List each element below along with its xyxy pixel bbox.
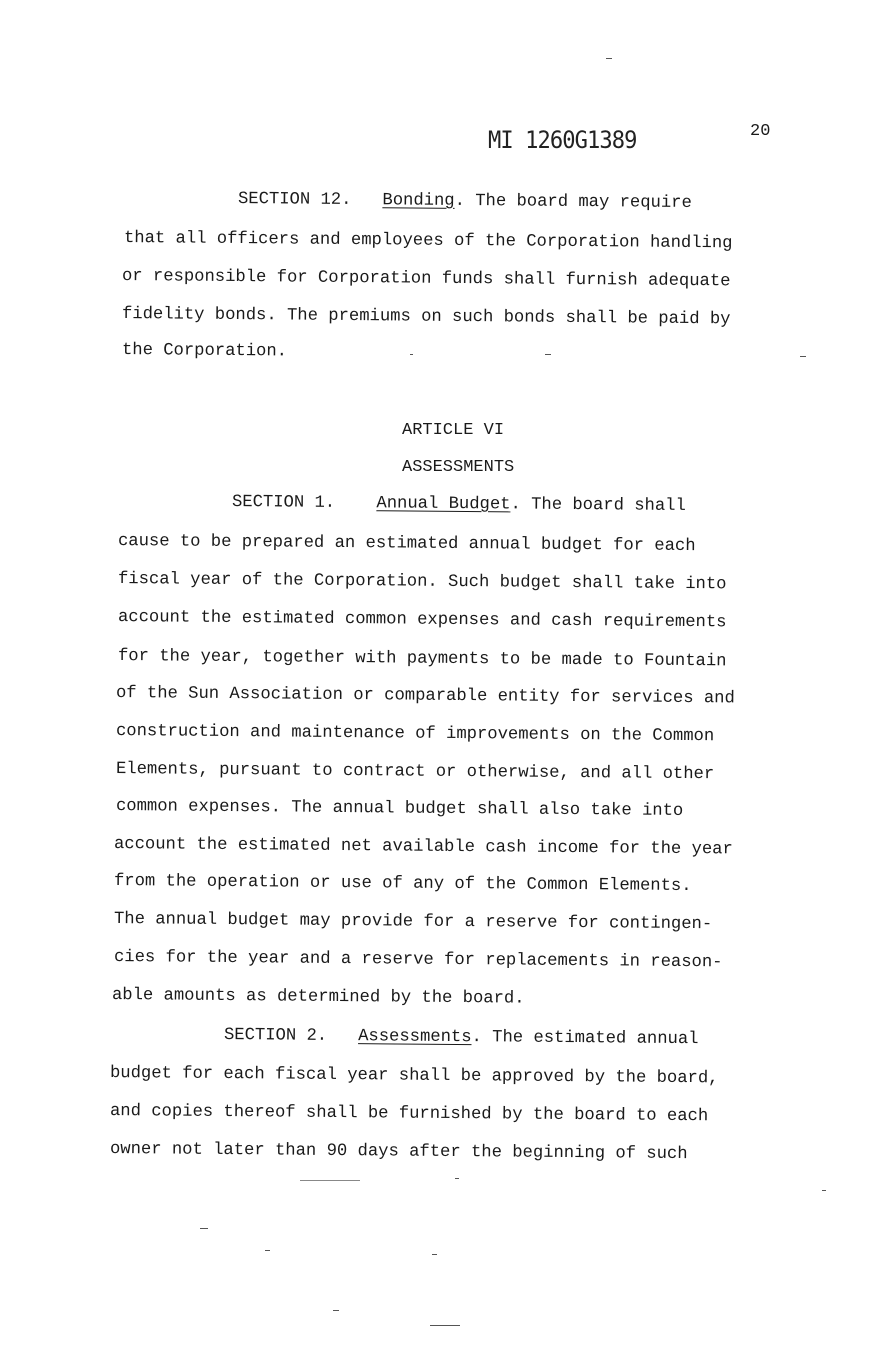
scan-speck (432, 1254, 437, 1255)
paragraph-line: owner not later than 90 days after the beginning of such (109, 1140, 688, 1165)
scan-speck (265, 1250, 270, 1251)
paragraph-line: The annual budget may provide for a reserve for contingen- (113, 910, 713, 935)
section-1-title: Annual Budget (376, 494, 511, 515)
paragraph-line: budget for each fiscal year shall be approved by the board, (109, 1064, 719, 1089)
page-number: 20 (750, 122, 771, 141)
scan-speck (300, 1180, 360, 1181)
paragraph-line: from the operation or use of any of the Common Elements. (113, 872, 692, 897)
section-12-heading-line (238, 190, 692, 214)
scan-speck (410, 354, 413, 355)
section-1-heading-line (232, 493, 686, 517)
scan-speck (200, 1228, 208, 1229)
paragraph-line: account the estimated common expenses and cash requirements (117, 608, 727, 633)
scan-speck (455, 1178, 459, 1179)
paragraph-line: Elements, pursuant to contract or otherwise, and all other (115, 760, 715, 785)
paragraph-line: cies for the year and a reserve for replacements in reason- (113, 948, 723, 973)
scan-speck (800, 356, 806, 357)
paragraph-line: cause to be prepared an estimated annual budget for each (117, 532, 696, 557)
section-2-title: Assessments (358, 1027, 472, 1048)
paragraph-line: that all officers and employees of the Corporation handling (123, 229, 733, 254)
paragraph-line: of the Sun Association or comparable entity for services and (115, 684, 735, 709)
article-title: ASSESSMENTS (402, 458, 515, 477)
section-2-heading-line (224, 1026, 699, 1050)
paragraph-line: able amounts as determined by the board. (111, 986, 525, 1009)
section-1-label: SECTION 1. (231, 493, 336, 513)
paragraph-line: construction and maintenance of improvements on the Common (115, 722, 715, 747)
paragraph-line: and copies thereof shall be furnished by the board to each (109, 1102, 709, 1127)
scan-speck (606, 58, 612, 59)
section-2-line1-rest: . The estimated annual (471, 1028, 699, 1050)
scan-speck (545, 354, 551, 355)
scan-speck (430, 1325, 460, 1326)
paragraph-line: common expenses. The annual budget shall also take into (115, 797, 684, 821)
section-1-line1-rest: . The board shall (510, 495, 686, 516)
paragraph-line: account the estimated net available cash income for the year (113, 835, 733, 860)
document-stamp: MI 1260G1389 (488, 126, 637, 154)
paragraph-line: fidelity bonds. The premiums on such bonds shall be paid by (121, 305, 731, 330)
scan-speck (333, 1310, 339, 1311)
article-number: ARTICLE VI (402, 421, 505, 440)
section-2-label: SECTION 2. (223, 1026, 328, 1046)
paragraph-line: fiscal year of the Corporation. Such budget shall take into (117, 570, 727, 595)
scan-speck (822, 1190, 826, 1191)
paragraph-line: or responsible for Corporation funds shall furnish adequate (121, 267, 731, 292)
section-12-title: Bonding (382, 191, 455, 211)
paragraph-line: the Corporation. (121, 341, 288, 362)
paragraph-line: for the year, together with payments to be made to Fountain (117, 647, 727, 672)
section-12-line1-rest: . The board may require (454, 191, 692, 213)
section-12-label: SECTION 12. (237, 190, 352, 210)
